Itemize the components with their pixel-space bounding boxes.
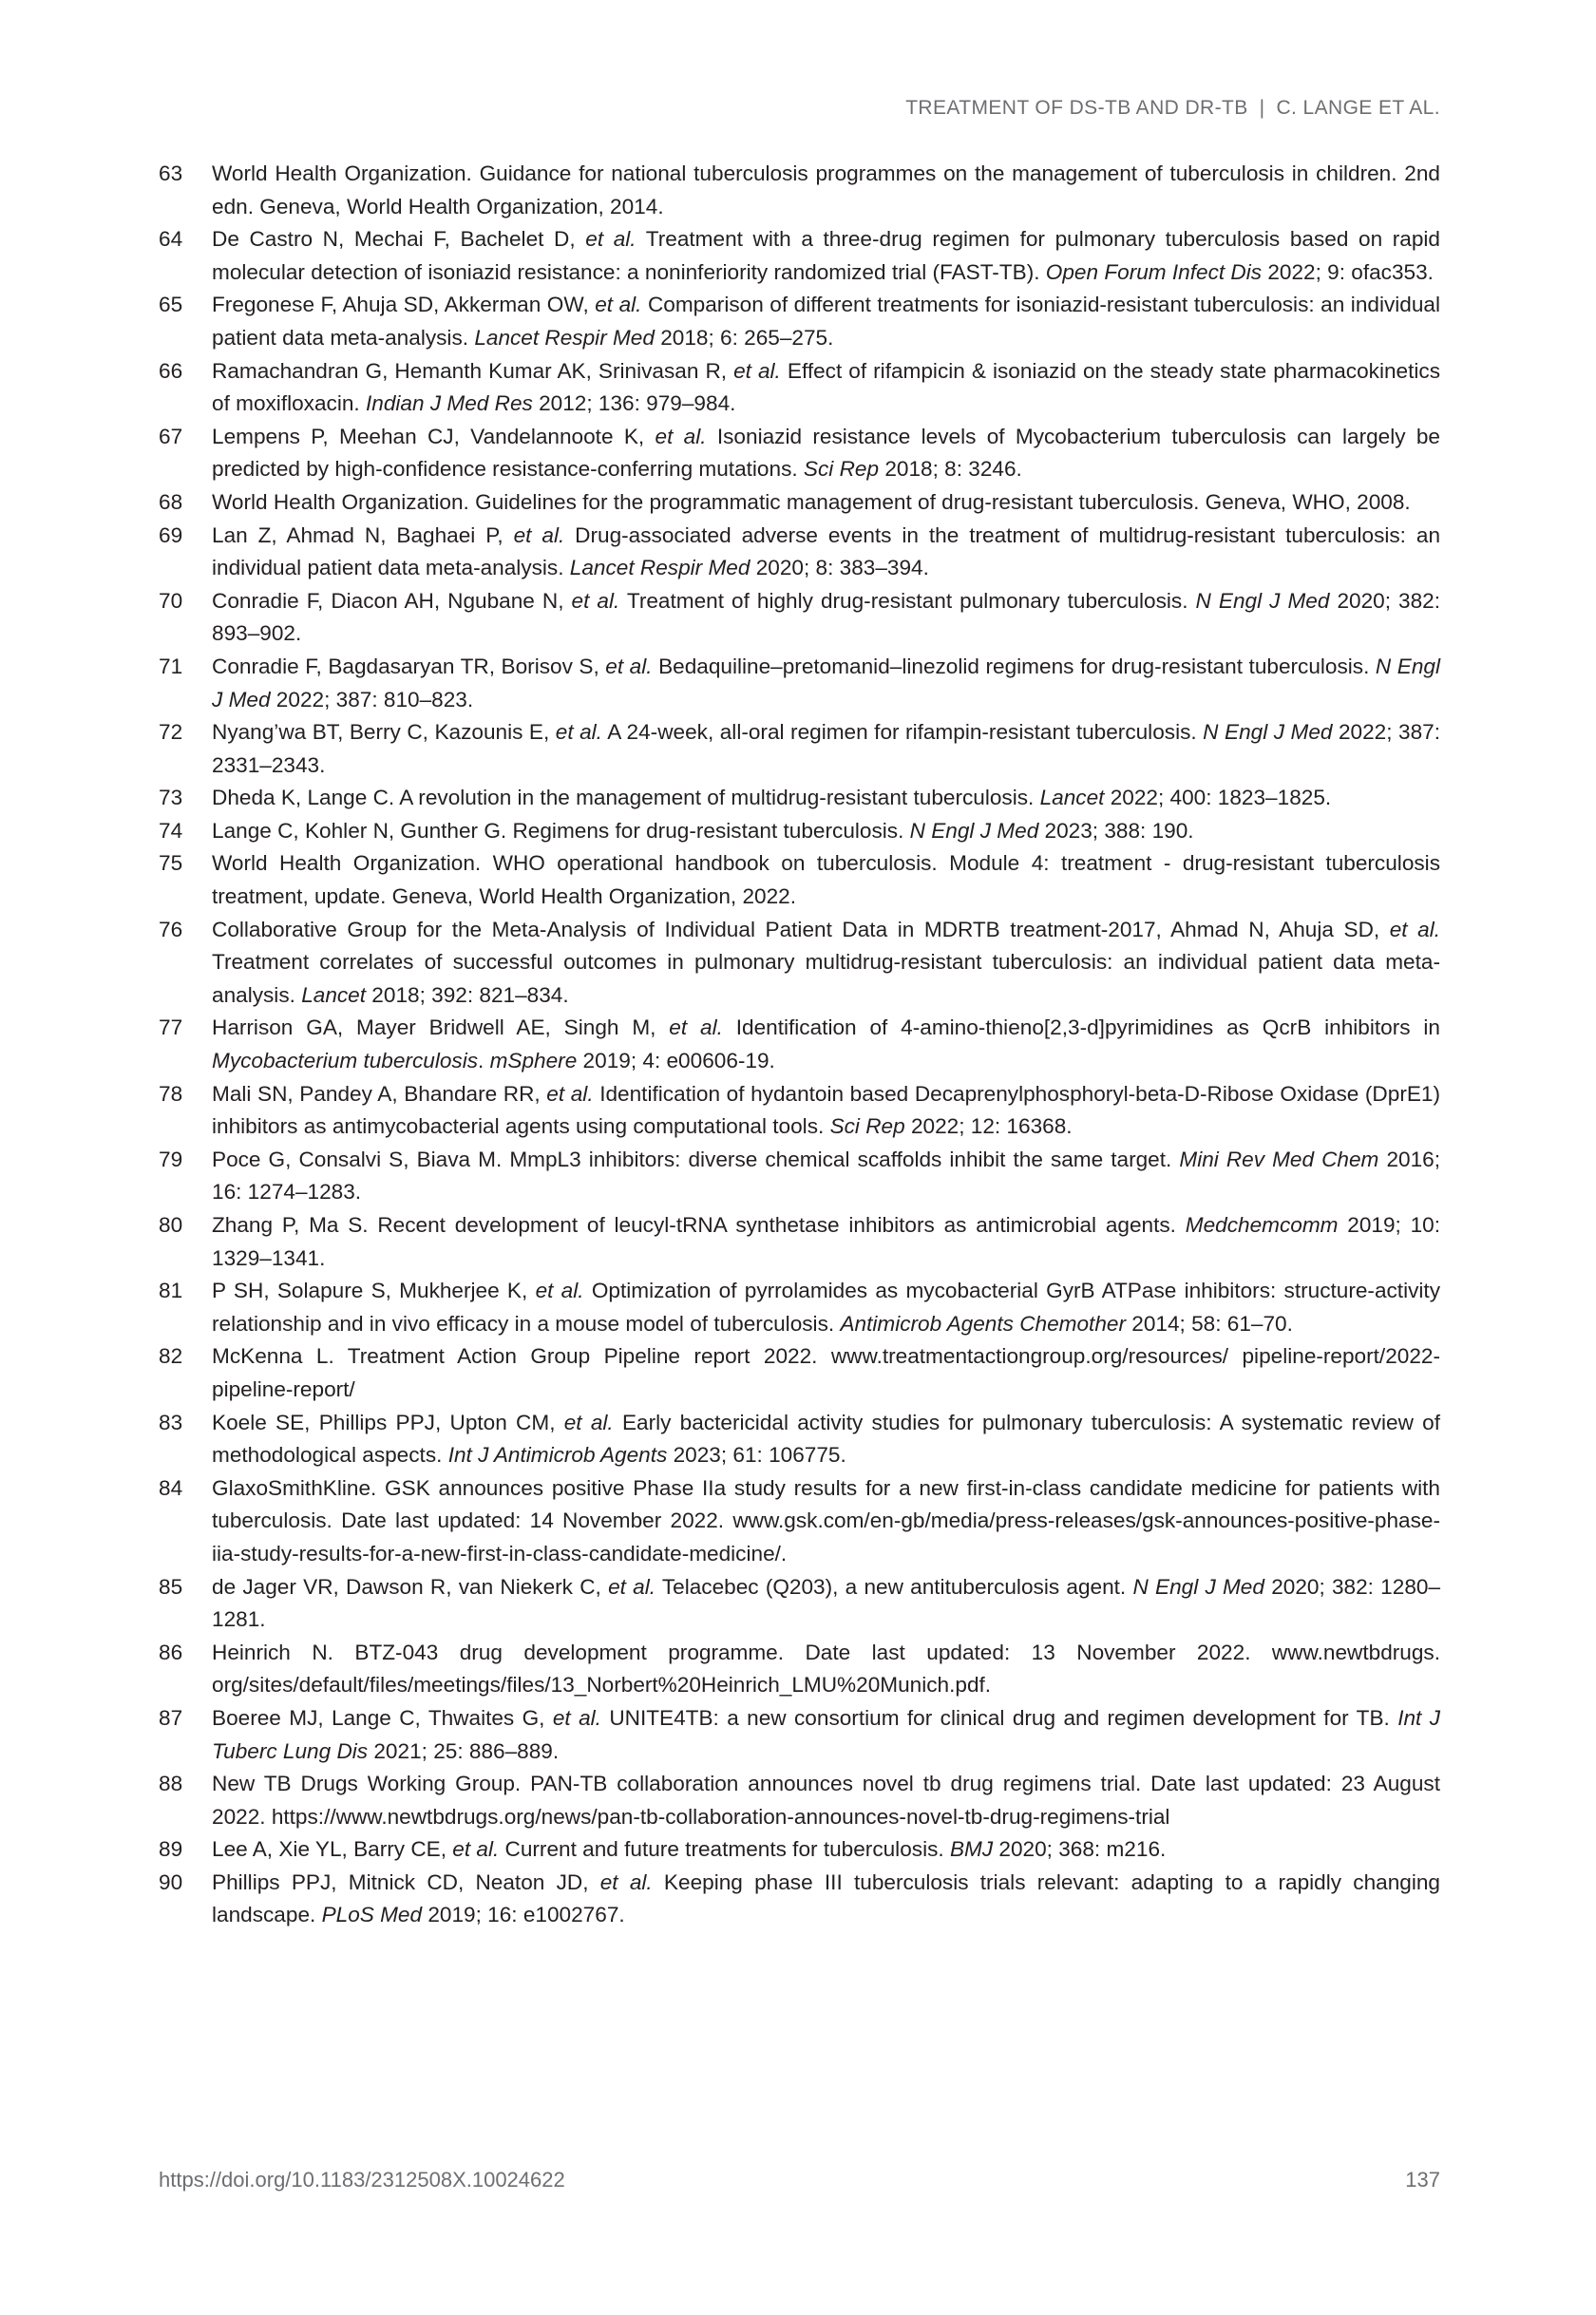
reference-item <box>159 1209 1440 1275</box>
reference-item <box>159 1340 1440 1406</box>
reference-item <box>159 1144 1440 1209</box>
reference-item <box>159 914 1440 1013</box>
reference-item <box>159 520 1440 585</box>
reference-text: Lan Z, Ahmad N, Baghaei P, et al. Drug-associated adverse events in the treatment of multidrug-resistant tuberculosis: an individual patient data meta-analysis. Lancet Respir Med 2020; 8: 383–394. <box>212 522 1441 580</box>
reference-text: New TB Drugs Working Group. PAN-TB collaboration announces novel tb drug regimens trial. Date last updated: 23 August 2022. https://www.newtbdrugs.org/news/pan-tb-collaboration-announces-novel-tb-drug-regimens-trial <box>212 1772 1440 1829</box>
reference-item <box>159 847 1440 913</box>
reference-text: Phillips PPJ, Mitnick CD, Neaton JD, et al. Keeping phase III tuberculosis trials relevant: adapting to a rapidly changing landscape. PLoS Med 2019; 16: e1002767. <box>212 1869 1440 1927</box>
reference-list <box>159 158 1440 1932</box>
reference-text: Harrison GA, Mayer Bridwell AE, Singh M, et al. Identification of 4-amino-thieno[2,3-d]pyrimidines as QcrB inhibitors in Mycobacterium tuberculosis. mSphere 2019; 4: e00606-19. <box>212 1015 1440 1073</box>
reference-text: P SH, Solapure S, Mukherjee K, et al. Optimization of pyrrolamides as mycobacterial GyrB ATPase inhibitors: structure-activity relationship and in vivo efficacy in a mouse model of tuberculosis. Antimicrob Agents Chemother 2014; 58: 61–70. <box>212 1279 1440 1336</box>
reference-number: 89 <box>159 1837 183 1862</box>
reference-number: 75 <box>159 851 183 876</box>
reference-text: Conradie F, Diacon AH, Ngubane N, et al. Treatment of highly drug-resistant pulmonary tuberculosis. N Engl J Med 2020; 382: 893–902. <box>212 588 1440 646</box>
reference-number: 68 <box>159 489 183 514</box>
reference-item <box>159 1702 1440 1768</box>
reference-text: De Castro N, Mechai F, Bachelet D, et al. Treatment with a three-drug regimen for pulmonary tuberculosis based on rapid molecular detection of isoniazid resistance: a noninferiority randomized trial (FAST-TB). Open Forum Infect Dis 2022; 9: ofac353. <box>212 227 1441 284</box>
reference-text: Heinrich N. BTZ-043 drug development programme. Date last updated: 13 November 2022. www.newtbdrugs. org/sites/default/files/meetings/files/13_Norbert%20Heinrich_LMU%20Munich.pdf. <box>212 1640 1440 1698</box>
reference-number: 76 <box>159 917 183 941</box>
reference-text: Lange C, Kohler N, Gunther G. Regimens for drug-resistant tuberculosis. N Engl J Med 2023; 388: 190. <box>212 818 1194 843</box>
reference-item <box>159 1472 1440 1571</box>
reference-text: World Health Organization. WHO operational handbook on tuberculosis. Module 4: treatment - drug-resistant tuberculosis treatment, update. Geneva, World Health Organization, 2022. <box>212 851 1440 909</box>
reference-item <box>159 1768 1440 1833</box>
reference-number: 88 <box>159 1772 183 1796</box>
reference-item <box>159 486 1440 520</box>
reference-text: Poce G, Consalvi S, Biava M. MmpL3 inhibitors: diverse chemical scaffolds inhibit the same target. Mini Rev Med Chem 2016; 16: 1274–1283. <box>212 1147 1440 1205</box>
reference-item <box>159 1407 1440 1472</box>
reference-number: 69 <box>159 522 183 547</box>
reference-text: Boeree MJ, Lange C, Thwaites G, et al. UNITE4TB: a new consortium for clinical drug and regimen development for TB. Int J Tuberc Lung Dis 2021; 25: 886–889. <box>212 1705 1441 1763</box>
reference-number: 83 <box>159 1410 183 1434</box>
reference-item <box>159 289 1440 354</box>
reference-item <box>159 355 1440 421</box>
reference-number: 71 <box>159 654 183 678</box>
reference-number: 66 <box>159 358 183 383</box>
reference-number: 86 <box>159 1640 183 1664</box>
reference-text: Fregonese F, Ahuja SD, Akkerman OW, et al. Comparison of different treatments for isoniazid-resistant tuberculosis: an individual patient data meta-analysis. Lancet Respir Med 2018; 6: 265–275. <box>212 293 1441 350</box>
reference-text: Conradie F, Bagdasaryan TR, Borisov S, et al. Bedaquiline–pretomanid–linezolid regimens for drug-resistant tuberculosis. N Engl J Med 2022; 387: 810–823. <box>212 654 1440 712</box>
reference-number: 81 <box>159 1279 183 1303</box>
reference-number: 84 <box>159 1475 183 1500</box>
reference-text: Dheda K, Lange C. A revolution in the management of multidrug-resistant tuberculosis. Lancet 2022; 400: 1823–1825. <box>212 786 1332 810</box>
reference-item <box>159 1078 1440 1144</box>
reference-text: World Health Organization. Guidance for national tuberculosis programmes on the management of tuberculosis in children. 2nd edn. Geneva, World Health Organization, 2014. <box>212 161 1440 218</box>
reference-number: 70 <box>159 588 183 613</box>
reference-text: Collaborative Group for the Meta-Analysis of Individual Patient Data in MDRTB treatment-2017, Ahmad N, Ahuja SD, et al. Treatment correlates of successful outcomes in pulmonary multidrug-resistant tuberculosis: an individual patient data meta-analysis. Lancet 2018; 392: 821–834. <box>212 917 1440 1007</box>
reference-text: Mali SN, Pandey A, Bhandare RR, et al. Identification of hydantoin based Decaprenylphosphoryl-beta-D-Ribose Oxidase (DprE1) inhibitors as antimycobacterial agents using computational tools. Sci Rep 2022; 12: 16368. <box>212 1081 1441 1139</box>
reference-number: 87 <box>159 1705 183 1730</box>
reference-number: 73 <box>159 786 183 810</box>
reference-text: Ramachandran G, Hemanth Kumar AK, Srinivasan R, et al. Effect of rifampicin & isoniazid on the steady state pharmacokinetics of moxifloxacin. Indian J Med Res 2012; 136: 979–984. <box>212 358 1441 416</box>
running-header-authors: C. LANGE ET AL. <box>1276 97 1440 119</box>
reference-number: 80 <box>159 1213 183 1237</box>
reference-number: 79 <box>159 1147 183 1171</box>
reference-text: Lee A, Xie YL, Barry CE, et al. Current and future treatments for tuberculosis. BMJ 2020; 368: m216. <box>212 1837 1167 1862</box>
reference-text: World Health Organization. Guidelines for the programmatic management of drug-resistant tuberculosis. Geneva, WHO, 2008. <box>212 489 1411 514</box>
reference-item <box>159 158 1440 223</box>
reference-text: Lempens P, Meehan CJ, Vandelannoote K, et al. Isoniazid resistance levels of Mycobacterium tuberculosis can largely be predicted by high-confidence resistance-conferring mutations. Sci Rep 2018; 8: 3246. <box>212 424 1441 482</box>
reference-item <box>159 815 1440 848</box>
reference-item <box>159 1275 1440 1340</box>
running-header <box>905 97 1440 120</box>
reference-number: 85 <box>159 1574 183 1599</box>
reference-item <box>159 585 1440 651</box>
reference-number: 64 <box>159 227 183 252</box>
reference-item <box>159 223 1440 289</box>
reference-item <box>159 1833 1440 1867</box>
reference-item <box>159 421 1440 486</box>
reference-text: McKenna L. Treatment Action Group Pipeline report 2022. www.treatmentactiongroup.org/resources/ pipeline-report/2022-pipeline-report/ <box>212 1344 1440 1401</box>
running-header-title: TREATMENT OF DS-TB AND DR-TB <box>905 97 1248 119</box>
reference-number: 72 <box>159 720 183 745</box>
running-header-separator: | <box>1259 97 1265 119</box>
reference-item <box>159 1012 1440 1077</box>
reference-text: GlaxoSmithKline. GSK announces positive Phase IIa study results for a new first-in-class candidate medicine for patients with tuberculosis. Date last updated: 14 November 2022. www.gsk.com/en-gb/media/press-releases/gsk-announces-positive-phase-iia-study-results-for-a-new-first-in-class-candidate-medicine/. <box>212 1475 1440 1565</box>
reference-text: Nyang’wa BT, Berry C, Kazounis E, et al. A 24-week, all-oral regimen for rifampin-resistant tuberculosis. N Engl J Med 2022; 387: 2331–2343. <box>212 720 1441 777</box>
footer-doi[interactable]: https://doi.org/10.1183/2312508X.10024622 <box>159 2168 565 2192</box>
reference-number: 90 <box>159 1869 183 1894</box>
reference-number: 78 <box>159 1081 183 1106</box>
reference-number: 77 <box>159 1015 183 1040</box>
reference-number: 74 <box>159 818 183 843</box>
reference-number: 67 <box>159 424 183 448</box>
reference-number: 65 <box>159 293 183 317</box>
reference-item <box>159 651 1440 716</box>
reference-item <box>159 1571 1440 1637</box>
page-number: 137 <box>1405 2168 1440 2192</box>
reference-item <box>159 782 1440 815</box>
reference-text: Zhang P, Ma S. Recent development of leucyl-tRNA synthetase inhibitors as antimicrobial agents. Medchemcomm 2019; 10: 1329–1341. <box>212 1213 1440 1270</box>
reference-item <box>159 716 1440 782</box>
reference-number: 82 <box>159 1344 183 1369</box>
reference-item <box>159 1637 1440 1702</box>
reference-text: de Jager VR, Dawson R, van Niekerk C, et al. Telacebec (Q203), a new antituberculosis agent. N Engl J Med 2020; 382: 1280–1281. <box>212 1574 1441 1632</box>
reference-number: 63 <box>159 161 183 185</box>
reference-item <box>159 1867 1440 1932</box>
reference-text: Koele SE, Phillips PPJ, Upton CM, et al. Early bactericidal activity studies for pulmonary tuberculosis: A systematic review of methodological aspects. Int J Antimicrob Agents 2023; 61: 106775. <box>212 1410 1441 1468</box>
